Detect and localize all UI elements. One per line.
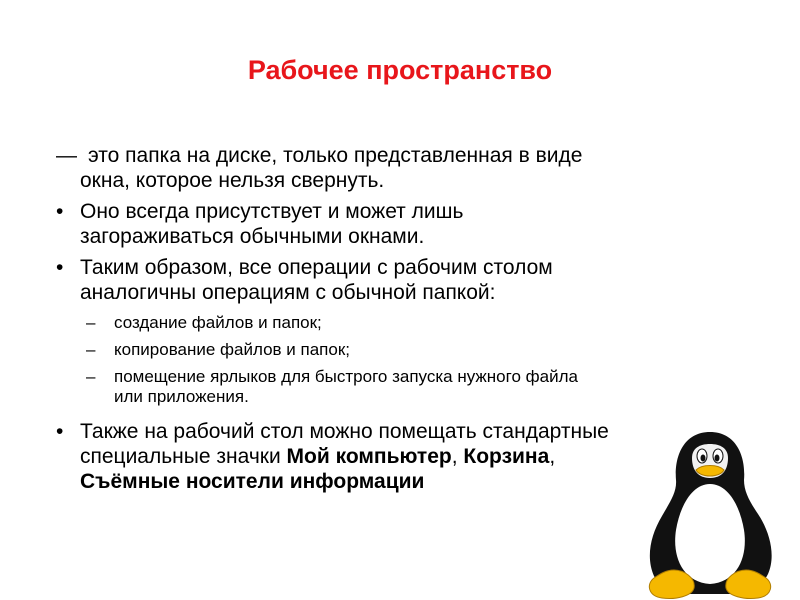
bullet-line-1: Также на рабочий стол можно помещать стандартные — [80, 420, 609, 443]
intro-line-1: это папка на диске, только представленная в виде — [88, 144, 583, 167]
dash-mark: — — [56, 144, 77, 167]
bullet-mark: • — [56, 256, 64, 279]
bullet-line-1: Таким образом, все операции с рабочим столом — [80, 256, 553, 279]
sub-item — [56, 340, 771, 360]
bullet-item — [56, 255, 771, 305]
sub-line-1: помещение ярлыков для быстрого запуска нужного файла — [114, 367, 578, 386]
bullet-item — [56, 199, 771, 249]
sub-mark: – — [86, 340, 96, 359]
sub-item — [56, 313, 771, 333]
sub-line-1: копирование файлов и папок; — [114, 340, 351, 359]
intro-line-2: окна, которое нельзя свернуть. — [80, 169, 385, 192]
bullet-line-2: аналогичны операциям с обычной папкой: — [80, 281, 496, 304]
bullet-line-2: загораживаться обычными окнами. — [80, 225, 425, 248]
tux-penguin-icon — [640, 428, 780, 600]
intro-paragraph — [56, 143, 771, 193]
bullet-line-1: Оно всегда присутствует и может лишь — [80, 200, 464, 223]
bold-term: Корзина — [463, 445, 550, 468]
sub-line-1: создание файлов и папок; — [114, 313, 322, 332]
sub-line-2: или приложения. — [114, 387, 249, 406]
sub-item — [56, 367, 771, 407]
bullet-mark: • — [56, 200, 64, 223]
bold-term: Съёмные носители информации — [80, 470, 425, 493]
bullet-line-2: специальные значки Мой компьютер, Корзина, — [80, 445, 556, 468]
slide-title: Рабочее пространство — [247, 55, 553, 85]
sub-mark: – — [86, 367, 96, 386]
sub-mark: – — [86, 313, 96, 332]
bullet-mark: • — [56, 420, 64, 443]
bold-term: Мой компьютер — [286, 445, 452, 468]
